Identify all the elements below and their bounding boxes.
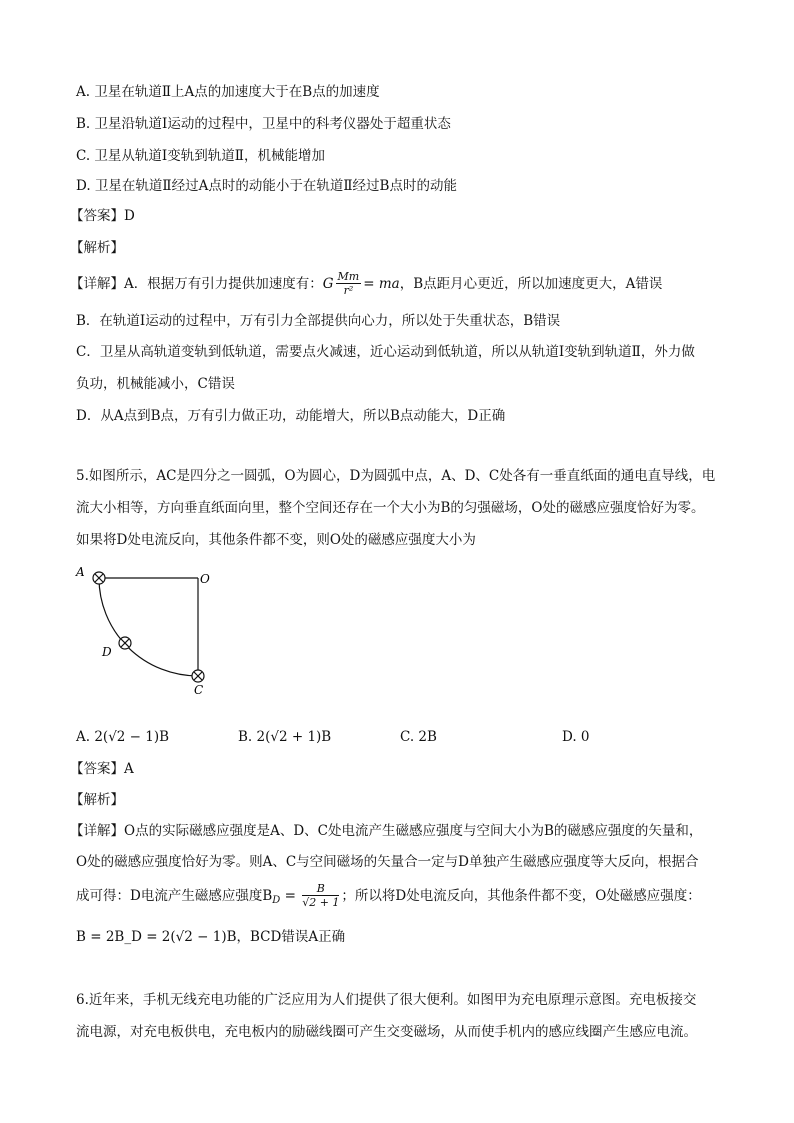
- q6-stem-2: 流电源，对充电板供电，充电板内的励磁线圈可产生交变磁场，从而使手机内的感应线圈产生感应电流。: [76, 1024, 697, 1040]
- q5-answer: 【答案】A: [70, 761, 134, 777]
- fraction-mm-r2: [336, 271, 362, 298]
- q4-detail-d: D．从A点到B点，万有引力做正功，动能增大，所以B点动能大，D正确: [76, 408, 506, 424]
- label-c: C: [194, 683, 204, 697]
- q5-detail-3-post: ；所以将D处电流反向，其他条件都不变，O处磁感应强度：: [341, 888, 701, 904]
- fraction-num: Mm: [337, 270, 360, 283]
- q6-stem-1: 6.近年来，手机无线充电功能的广泛应用为人们提供了很大便利。如图甲为充电原理示意图。充电板接交: [76, 992, 697, 1008]
- q5-choice-d: D. 0: [562, 729, 590, 745]
- formula-g: G: [322, 276, 334, 292]
- q5-detail-1: 【详解】O点的实际磁感应强度是A、D、C处电流产生磁感应强度与空间大小为B的磁感应强度的矢量和，: [70, 823, 703, 839]
- q5-choice-c: C. 2B: [400, 729, 437, 745]
- q4-answer: 【答案】D: [70, 208, 135, 224]
- q4-detail-c2: 负功，机械能减小，C错误: [76, 376, 235, 392]
- q4-option-c: C. 卫星从轨道Ⅰ变轨到轨道Ⅱ，机械能增加: [76, 148, 325, 164]
- arc-a-c: [99, 578, 198, 676]
- q4-detail-b: B．在轨道Ⅰ运动的过程中，万有引力全部提供向心力，所以处于失重状态，B错误: [76, 313, 561, 329]
- q5-stem-3: 如果将D处电流反向，其他条件都不变，则O处的磁感应强度大小为: [76, 532, 476, 548]
- fraction-b-sqrt: [302, 883, 339, 910]
- q4-option-d: D. 卫星在轨道Ⅱ经过A点时的动能小于在轨道Ⅱ经过B点时的动能: [76, 178, 457, 194]
- q5-detail-2: O处的磁感应强度恰好为零。则A、C与空间磁场的矢量合一定与D单独产生磁感应强度等大反向，根据合: [76, 854, 699, 870]
- q4-detail-a-post: ，B点距月心更近，所以加速度更大，A错误: [399, 276, 663, 292]
- q5-choice-a: A. 2(√2 − 1)B: [76, 729, 170, 745]
- q4-option-a: A. 卫星在轨道Ⅱ上A点的加速度大于在B点的加速度: [76, 84, 380, 100]
- q5-detail-3-pre: 成可得：D电流产生磁感应强度B: [76, 888, 273, 904]
- subscript-d: D: [272, 895, 281, 906]
- q4-detail-a-pre: 【详解】A．根据万有引力提供加速度有：: [70, 276, 323, 292]
- wire-d-icon: [119, 637, 131, 649]
- q5-detail-4: B = 2B_D = 2(√2 − 1)B，BCD错误A正确: [76, 929, 346, 945]
- formula-ma: = ma: [363, 276, 400, 292]
- fraction-den: √2 + 1: [302, 896, 340, 909]
- q4-detail-a: [70, 266, 662, 302]
- q4-detail-c1: C．卫星从高轨道变轨到低轨道，需要点火减速，近心运动到低轨道，所以从轨道Ⅰ变轨到轨道Ⅱ，外力做: [76, 344, 695, 360]
- label-a: A: [76, 565, 85, 579]
- q5-choice-b: B. 2(√2 + 1)B: [238, 729, 332, 745]
- equals-sign: =: [280, 888, 301, 904]
- wire-a-icon: [93, 572, 105, 584]
- fraction-den: r²: [343, 284, 354, 297]
- fraction-num: B: [302, 883, 339, 896]
- q5-analysis-label: 【解析】: [70, 792, 124, 808]
- q5-stem-2: 流大小相等，方向垂直纸面向里，整个空间还存在一个大小为B的匀强磁场，O处的磁感应强度恰好为零。: [76, 500, 705, 516]
- q5-stem-1: 5.如图所示，AC是四分之一圆弧，O为圆心，D为圆弧中点，A、D、C处各有一垂直纸面的通电直导线，电: [76, 468, 716, 484]
- quarter-arc-diagram: [70, 562, 230, 702]
- q5-detail-3: [76, 878, 701, 919]
- label-d: D: [102, 645, 112, 659]
- label-o: O: [200, 572, 210, 586]
- q4-analysis-label: 【解析】: [70, 240, 124, 256]
- wire-c-icon: [192, 670, 204, 682]
- q4-option-b: B. 卫星沿轨道Ⅰ运动的过程中，卫星中的科考仪器处于超重状态: [76, 116, 451, 132]
